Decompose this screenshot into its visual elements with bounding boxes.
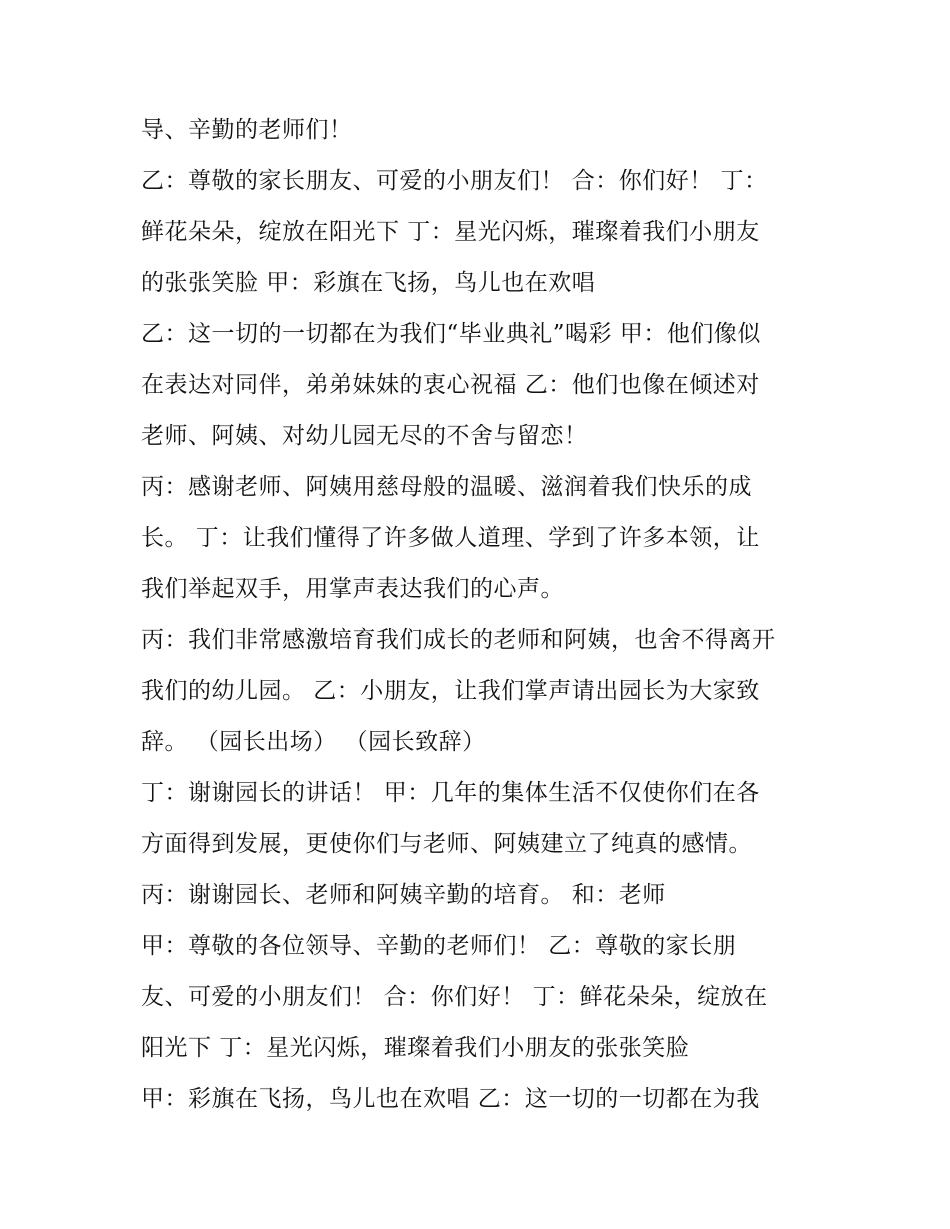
text-line: 辞。 （园长出场） （园长致辞） — [141, 729, 486, 755]
text-line: 乙：尊敬的家长朋友、可爱的小朋友们！ 合：你们好！ 丁： — [141, 168, 768, 194]
text-line: 老师、阿姨、对幼儿园无尽的不舍与留恋！ — [141, 423, 588, 449]
text-line: 友、可爱的小朋友们！ 合：你们好！ 丁：鲜花朵朵，绽放在 — [141, 984, 768, 1010]
text-line: 丙：谢谢园长、老师和阿姨辛勤的培育。 和：老师 — [141, 882, 666, 908]
text-line: 丙：感谢老师、阿姨用慈母般的温暖、滋润着我们快乐的成 — [141, 474, 752, 500]
text-line: 丁：谢谢园长的讲话！ 甲：几年的集体生活不仅使你们在各 — [141, 780, 760, 806]
text-line: 我们举起双手，用掌声表达我们的心声。 — [141, 576, 564, 602]
text-line: 阳光下 丁：星光闪烁，璀璨着我们小朋友的张张笑脸 — [141, 1035, 690, 1061]
text-line: 方面得到发展，更使你们与老师、阿姨建立了纯真的感情。 — [141, 831, 752, 857]
text-line: 乙：这一切的一切都在为我们“毕业典礼”喝彩 甲：他们像似 — [141, 321, 761, 347]
text-line: 长。 丁：让我们懂得了许多做人道理、学到了许多本领，让 — [141, 525, 760, 551]
text-line: 丙：我们非常感激培育我们成长的老师和阿姨，也舍不得离开 — [141, 627, 776, 653]
text-line: 我们的幼儿园。 乙：小朋友，让我们掌声请出园长为大家致 — [141, 678, 760, 704]
text-line: 甲：尊敬的各位领导、辛勤的老师们！ 乙：尊敬的家长朋 — [141, 933, 737, 959]
text-line: 在表达对同伴，弟弟妹妹的衷心祝福 乙：他们也像在倾述对 — [141, 372, 760, 398]
document-body — [141, 105, 841, 1125]
text-line: 鲜花朵朵，绽放在阳光下 丁：星光闪烁，璀璨着我们小朋友 — [141, 219, 760, 245]
text-line: 甲：彩旗在飞扬，鸟儿也在欢唱 乙：这一切的一切都在为我 — [141, 1086, 760, 1112]
text-line: 的张张笑脸 甲：彩旗在飞扬，鸟儿也在欢唱 — [141, 270, 596, 296]
text-line: 导、辛勤的老师们！ — [141, 117, 353, 143]
